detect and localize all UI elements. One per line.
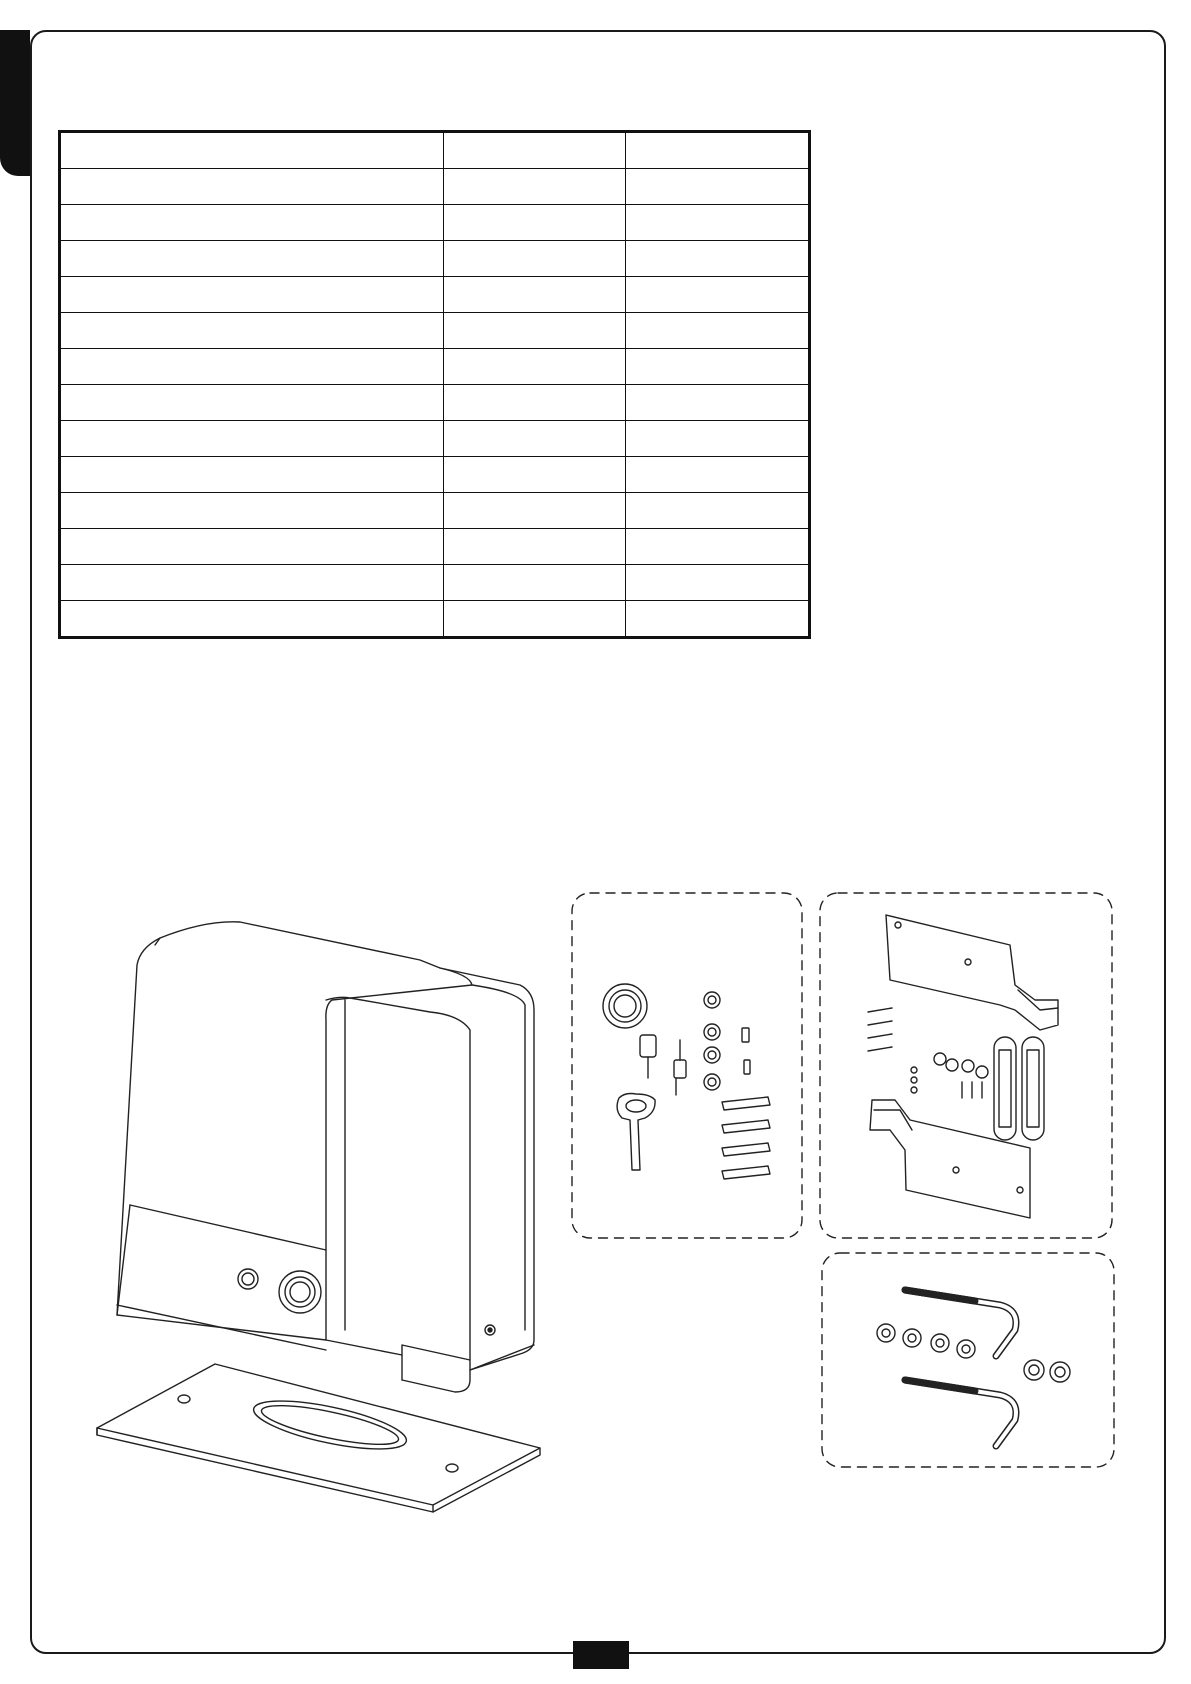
page-number [573,1641,629,1669]
screw-icon [868,1008,892,1051]
sliding-gate-operator-icon [97,922,540,1512]
dowel-icon [722,1097,770,1179]
limit-magnet-icon [994,1037,1044,1140]
limit-bracket-kit-icon [820,893,1112,1238]
accessory-kit-icon [572,893,802,1238]
nut-icon [704,992,720,1090]
hex-nut-icon [877,1324,975,1358]
anchor-bolt-kit-icon [822,1253,1114,1467]
washer-icon [934,1053,988,1078]
